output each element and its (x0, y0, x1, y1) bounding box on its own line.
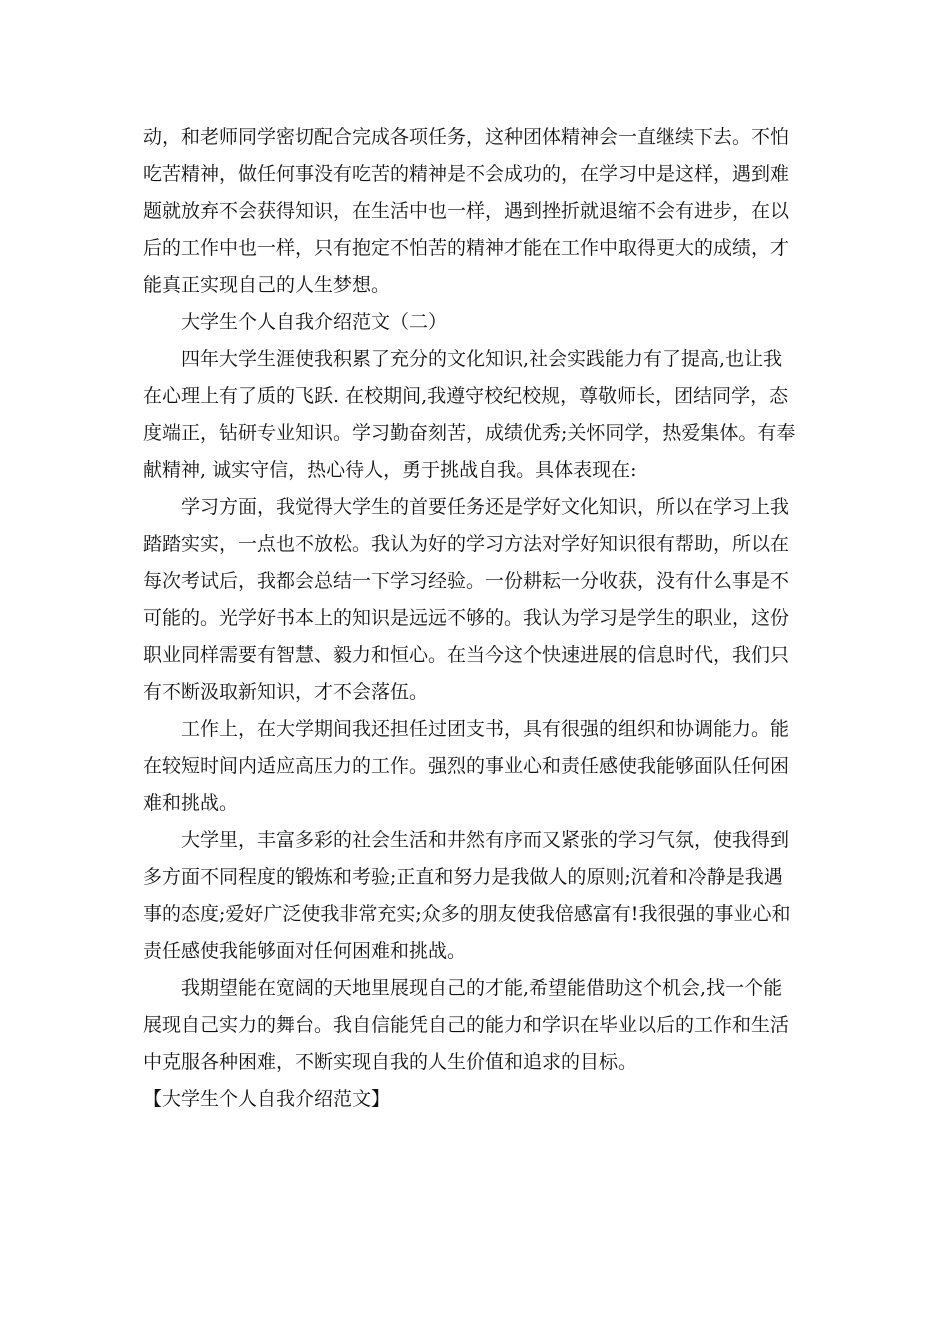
text-line: 学习方面，我觉得大学生的首要任务还是学好文化知识，所以在学习上我 (181, 496, 790, 518)
text-line: 在较短时间内适应高压力的工作。强烈的事业心和责任感使我能够面队任何困 (143, 755, 790, 777)
text-line: 职业同样需要有智慧、毅力和恒心。在当今这个快速进展的信息时代，我们只 (143, 644, 790, 666)
text-line: 献精神, 诚实守信，热心待人，勇于挑战自我。具体表现在: (143, 459, 637, 481)
text-line: 中克服各种困难，不断实现自我的人生价值和追求的目标。 (143, 1051, 638, 1073)
text-line: 吃苦精神，做任何事没有吃苦的精神是不会成功的，在学习中是这样，遇到难 (143, 163, 790, 185)
text-line: 有不断汲取新知识，才不会落伍。 (143, 681, 429, 703)
text-line: 后的工作中也一样，只有抱定不怕苦的精神才能在工作中取得更大的成绩，才 (143, 237, 790, 259)
text-line: 大学里，丰富多彩的社会生活和井然有序而又紧张的学习气氛，使我得到 (181, 829, 790, 851)
text-line: 踏踏实实，一点也不放松。我认为好的学习方法对学好知识很有帮助，所以在 (143, 533, 790, 555)
text-line: 可能的。光学好书本上的知识是远远不够的。我认为学习是学生的职业，这份 (143, 607, 790, 629)
text-line: 每次考试后，我都会总结一下学习经验。一份耕耘一分收获，没有什么事是不 (143, 570, 790, 592)
text-line: 责任感使我能够面对任何困难和挑战。 (143, 940, 467, 962)
text-line: 我期望能在宽阔的天地里展现自己的才能,希望能借助这个机会,找一个能 (181, 977, 783, 999)
text-line: 在心理上有了质的飞跃. 在校期间,我遵守校纪校规，尊敬师长，团结同学，态 (143, 385, 789, 407)
text-line: 难和挑战。 (143, 792, 239, 814)
text-line: 度端正，钻研专业知识。学习勤奋刻苦，成绩优秀;关怀同学，热爱集体。有奉 (143, 422, 796, 444)
text-line: 工作上，在大学期间我还担任过团支书，具有很强的组织和协调能力。能 (181, 718, 790, 740)
text-line: 多方面不同程度的锻炼和考验;正直和努力是我做人的原则;沉着和冷静是我遇 (143, 866, 783, 888)
section-heading: 大学生个人自我介绍范文（二） (181, 311, 448, 333)
text-line: 展现自己实力的舞台。我自信能凭自己的能力和学识在毕业以后的工作和生活 (143, 1014, 790, 1036)
text-line: 动，和老师同学密切配合完成各项任务，这种团体精神会一直继续下去。不怕 (143, 126, 790, 148)
text-line: 事的态度;爱好广泛使我非常充实;众多的朋友使我倍感富有!我很强的事业心和 (143, 903, 791, 925)
footer-title: 【大学生个人自我介绍范文】 (143, 1088, 391, 1110)
text-line: 能真正实现自己的人生梦想。 (143, 274, 391, 296)
text-line: 题就放弃不会获得知识，在生活中也一样，遇到挫折就退缩不会有进步，在以 (143, 200, 790, 222)
text-line: 四年大学生涯使我积累了充分的文化知识,社会实践能力有了提高,也让我 (181, 348, 783, 370)
